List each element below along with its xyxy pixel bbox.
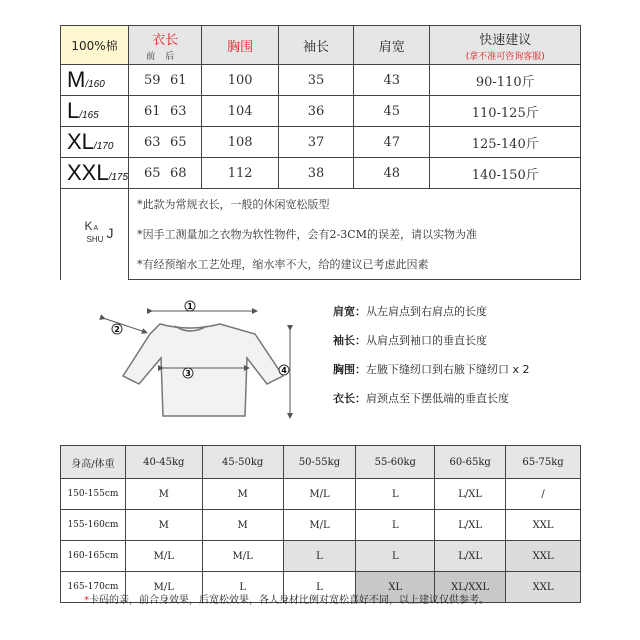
size-recommendation: M [125,510,202,541]
size-recommendation: L [356,510,435,541]
back-label: 后 [165,51,185,62]
length-cell [129,158,202,189]
legend-item [333,302,593,331]
size-recommendation: L [283,541,356,572]
marker-1-label: 1 [187,302,193,311]
back-length: 65 [169,134,187,150]
chest-cell: 104 [202,96,278,127]
marker-3-label: 3 [185,369,191,378]
weight-column-header: 65-75kg [506,446,581,479]
size-recommendation: M/L [202,541,283,572]
size-recommendation: / [506,479,581,510]
note-row [61,189,581,220]
logo-j: J [106,225,114,242]
back-length: 68 [169,165,187,181]
front-label: 前 [146,51,166,62]
weight-row [61,510,581,541]
chest-cell: 112 [202,158,278,189]
logo-shu: SHU [86,235,104,245]
size-recommendation: M/L [125,572,202,603]
size-code: XXL [67,160,109,185]
size-height: /175 [108,172,129,183]
weight-column-header: 40-45kg [125,446,202,479]
size-recommendation: M [202,510,283,541]
height-weight-table [60,445,581,603]
note-text: *因手工测量加之衣物为软性物件，会有2-3CM的误差，请以实物为准 [129,219,581,249]
legend-text: 肩颈点至下摆低端的垂直长度 [366,392,509,405]
length-cell [129,65,202,96]
size-recommendation: M/L [125,541,202,572]
note-row [61,219,581,249]
size-recommendation: L [356,541,435,572]
note-text: *有经预缩水工艺处理，缩水率不大，给的建议已考虑此因素 [129,249,581,280]
size-label [61,158,129,189]
sleeve-header: 袖长 [278,26,353,65]
note-row [61,249,581,280]
size-recommendation: XXL [506,510,581,541]
marker-2 [112,324,122,334]
corner-header: 身高/体重 [61,446,126,479]
logo-a: A [93,225,99,233]
height-range: 155-160cm [61,510,126,541]
weight-column-header: 45-50kg [202,446,283,479]
size-table-header [61,26,581,65]
back-length: 63 [169,103,187,119]
legend-item [333,331,593,360]
weight-table-header [61,446,581,479]
size-recommendation: L [202,572,283,603]
shoulder-cell: 45 [354,96,430,127]
height-range: 160-165cm [61,541,126,572]
suggest-subheader: (拿不准可咨询客服) [465,51,545,62]
marker-4 [279,365,289,375]
sleeve-cell: 36 [278,96,353,127]
footer-star: * [84,595,89,606]
size-code: XL [67,129,94,154]
marker-1 [185,301,195,311]
size-recommendation: M/L [283,510,356,541]
sleeve-measure-line [103,318,145,332]
length-cell [129,96,202,127]
size-recommendation: L [283,572,356,603]
shoulder-cell: 47 [354,127,430,158]
size-row [61,96,581,127]
size-recommendation: XL/XXL [435,572,506,603]
size-label [61,127,129,158]
shoulder-header: 肩宽 [354,26,430,65]
size-label [61,65,129,96]
size-recommendation: L [356,479,435,510]
size-recommendation: M [125,479,202,510]
weight-suggest-cell: 90-110斤 [430,65,581,96]
sleeve-cell: 35 [278,65,353,96]
front-length: 65 [143,165,161,181]
size-chart-table [60,25,581,280]
size-recommendation: XXL [506,572,581,603]
weight-column-header: 50-55kg [283,446,356,479]
legend-key: 袖长： [333,334,366,347]
size-label [61,96,129,127]
height-range: 165-170cm [61,572,126,603]
front-length: 61 [143,103,161,119]
weight-column-header: 60-65kg [435,446,506,479]
size-recommendation: XXL [506,541,581,572]
size-row [61,158,581,189]
shoulder-cell: 48 [354,158,430,189]
back-length: 61 [169,72,187,88]
size-row [61,65,581,96]
front-length: 63 [143,134,161,150]
size-code: L [67,98,80,123]
size-recommendation: M [202,479,283,510]
legend-item [333,389,593,418]
size-recommendation: L/XL [435,479,506,510]
legend-text: 左腋下缝纫口到右腋下缝纫口 x 2 [366,363,530,376]
brand-logo-cell [61,189,129,280]
brand-logo [79,217,119,251]
marker-3 [183,368,193,378]
height-range: 150-155cm [61,479,126,510]
legend-item [333,360,593,389]
weight-row [61,479,581,510]
marker-4-label: 4 [281,366,287,375]
size-row [61,127,581,158]
sweater-outline [123,324,283,416]
front-length: 59 [143,72,161,88]
note-text: *此款为常规衣长，一般的休闲宽松版型 [129,189,581,220]
garment-measurement-diagram [95,296,315,426]
chest-cell: 108 [202,127,278,158]
sleeve-cell: 37 [278,127,353,158]
legend-text: 从肩点到袖口的垂直长度 [366,334,487,347]
weight-column-header: 55-60kg [356,446,435,479]
length-header [129,26,202,65]
size-recommendation: M/L [283,479,356,510]
legend-key: 衣长： [333,392,366,405]
suggest-header-label: 快速建议 [479,32,532,48]
legend-key: 胸围： [333,363,366,376]
chest-cell: 100 [202,65,278,96]
length-header-label: 衣长 [152,32,179,48]
marker-2-label: 2 [114,325,120,334]
size-recommendation: XL [356,572,435,603]
suggest-header [430,26,581,65]
shoulder-cell: 43 [354,65,430,96]
legend-key: 肩宽： [333,305,366,318]
size-height: /170 [93,141,114,152]
weight-suggest-cell: 140-150斤 [430,158,581,189]
size-recommendation: L/XL [435,541,506,572]
length-cell [129,127,202,158]
measurement-legend [333,302,593,418]
legend-text: 从左肩点到右肩点的长度 [366,305,487,318]
size-code: M [67,67,86,92]
weight-row [61,541,581,572]
logo-k: K [84,219,93,234]
length-subheader [129,49,201,62]
size-height: /160 [85,79,105,90]
weight-suggest-cell: 110-125斤 [430,96,581,127]
weight-suggest-cell: 125-140斤 [430,127,581,158]
footer-text: 卡码的亲，前合身效果，后宽松效果，各人身材比例对宽松喜好不同，以上建议仅供参考。 [89,595,489,606]
size-height: /165 [79,110,99,121]
size-recommendation: L/XL [435,510,506,541]
material-header: 100%棉 [61,26,129,65]
chest-header: 胸围 [202,26,278,65]
footer-note [84,591,489,606]
sleeve-cell: 38 [278,158,353,189]
